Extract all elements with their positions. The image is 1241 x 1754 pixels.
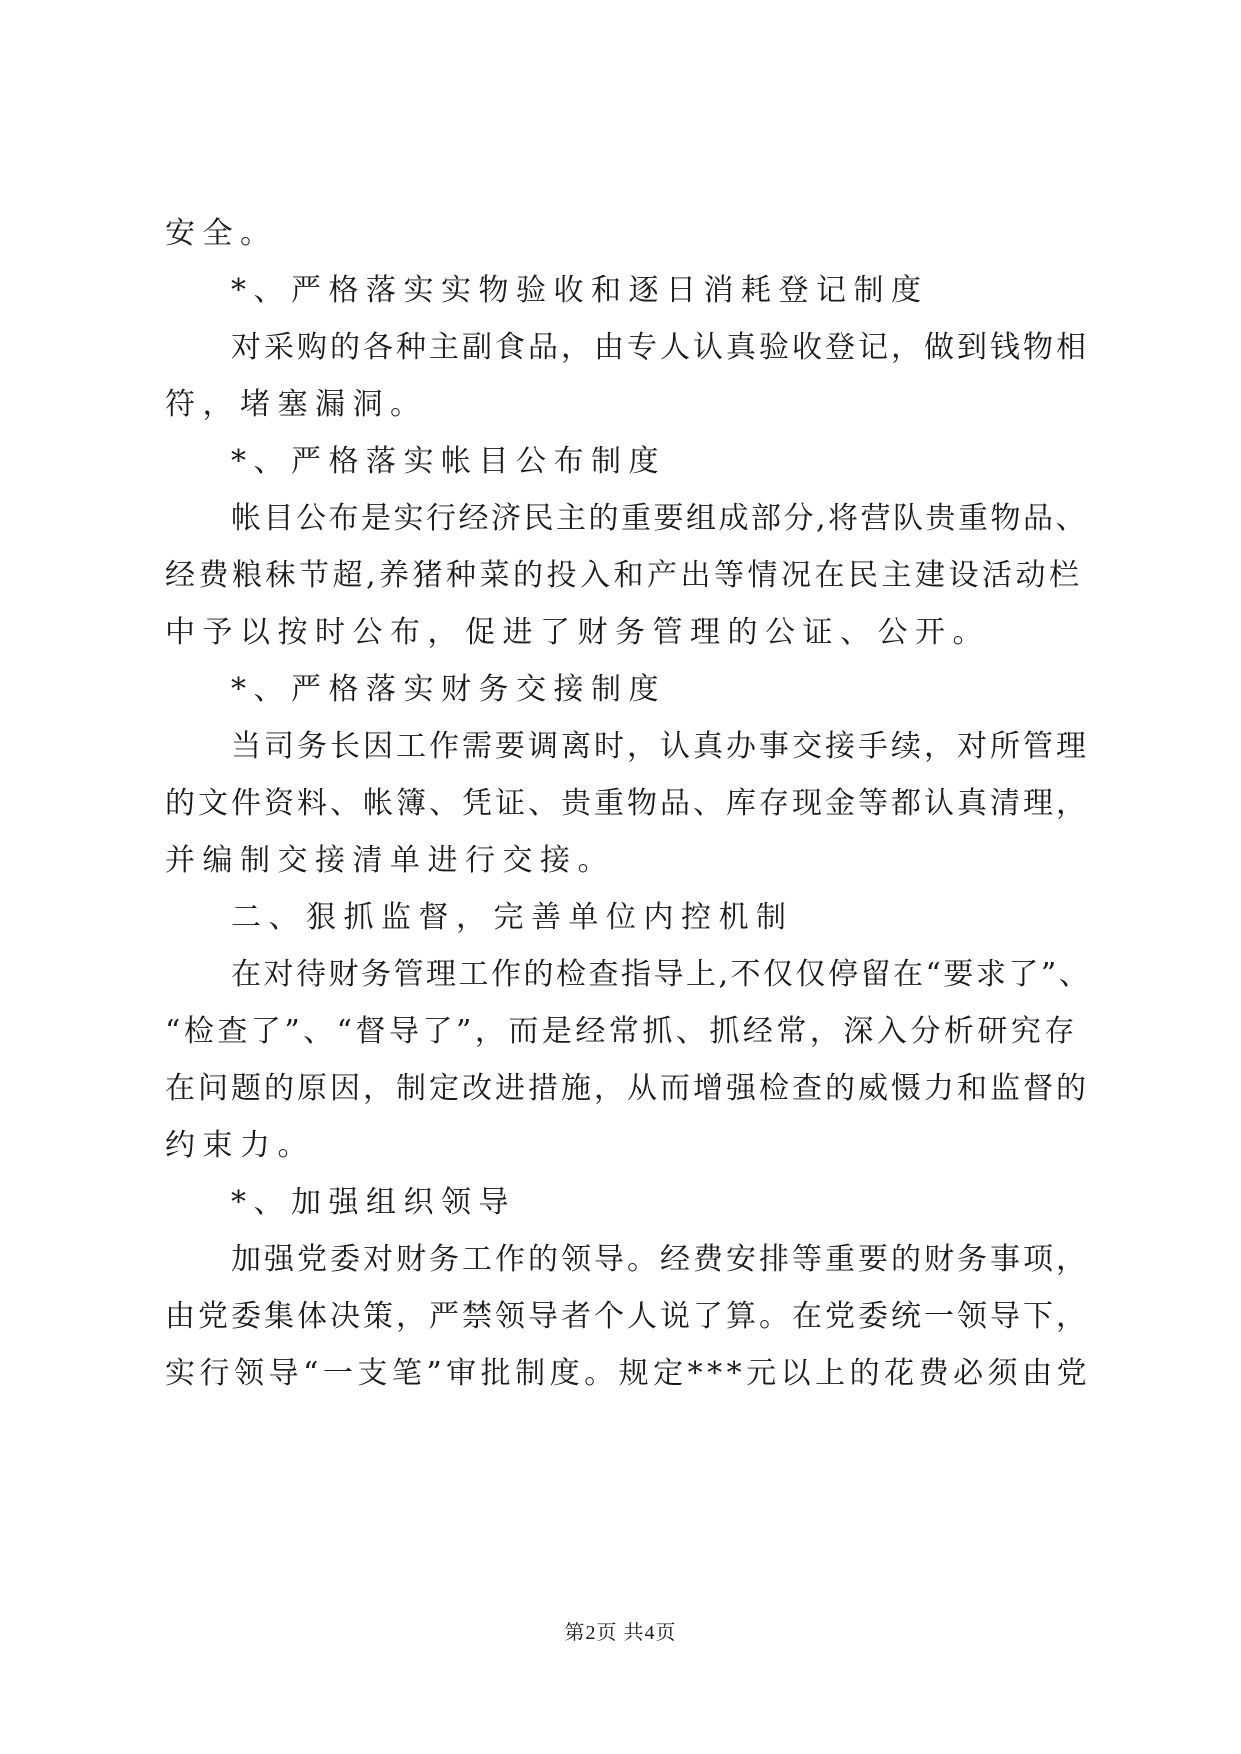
paragraph-line: 实行领导“一支笔”审批制度。规定***元以上的花费必须由党 [165, 1356, 1092, 1391]
paragraph-line: 在对待财务管理工作的检查指导上,不仅仅停留在“要求了”、 [231, 957, 1092, 992]
paragraph-line: 符，堵塞漏洞。 [165, 387, 428, 422]
paragraph-line: 并编制交接清单进行交接。 [165, 843, 615, 878]
section-heading: *、严格落实实物验收和逐日消耗登记制度 [231, 273, 929, 308]
paragraph-line: 当司务长因工作需要调离时，认真办事交接手续，对所管理 [231, 729, 1089, 764]
paragraph-line: 在问题的原因，制定改进措施，从而增强检查的威慑力和监督的 [165, 1071, 1089, 1106]
paragraph-line: 加强党委对财务工作的领导。经费安排等重要的财务事项， [231, 1242, 1089, 1277]
section-heading: 二、狠抓监督，完善单位内控机制 [231, 900, 794, 935]
paragraph-line: 经费粮秣节超,养猪种菜的投入和产出等情况在民主建设活动栏 [165, 558, 1083, 593]
paragraph-line: 帐目公布是实行经济民主的重要组成部分,将营队贵重物品、 [231, 501, 1089, 536]
paragraph-line: 约束力。 [165, 1128, 315, 1163]
paragraph-line: 的文件资料、帐簿、凭证、贵重物品、库存现金等都认真清理， [165, 786, 1089, 821]
paragraph-line: 中予以按时公布，促进了财务管理的公证、公开。 [165, 615, 990, 650]
section-heading: *、严格落实帐目公布制度 [231, 444, 666, 479]
section-heading: *、严格落实财务交接制度 [231, 672, 666, 707]
paragraph-line: 由党委集体决策，严禁领导者个人说了算。在党委统一领导下， [165, 1299, 1089, 1334]
paragraph-line: 对采购的各种主副食品，由专人认真验收登记，做到钱物相 [231, 330, 1089, 365]
page-number-footer: 第2页 共4页 [564, 1622, 677, 1644]
section-heading: *、加强组织领导 [231, 1185, 516, 1220]
paragraph-line: “检查了”、“督导了”，而是经常抓、抓经常，深入分析研究存 [165, 1014, 1078, 1049]
paragraph-line: 安全。 [165, 216, 278, 251]
